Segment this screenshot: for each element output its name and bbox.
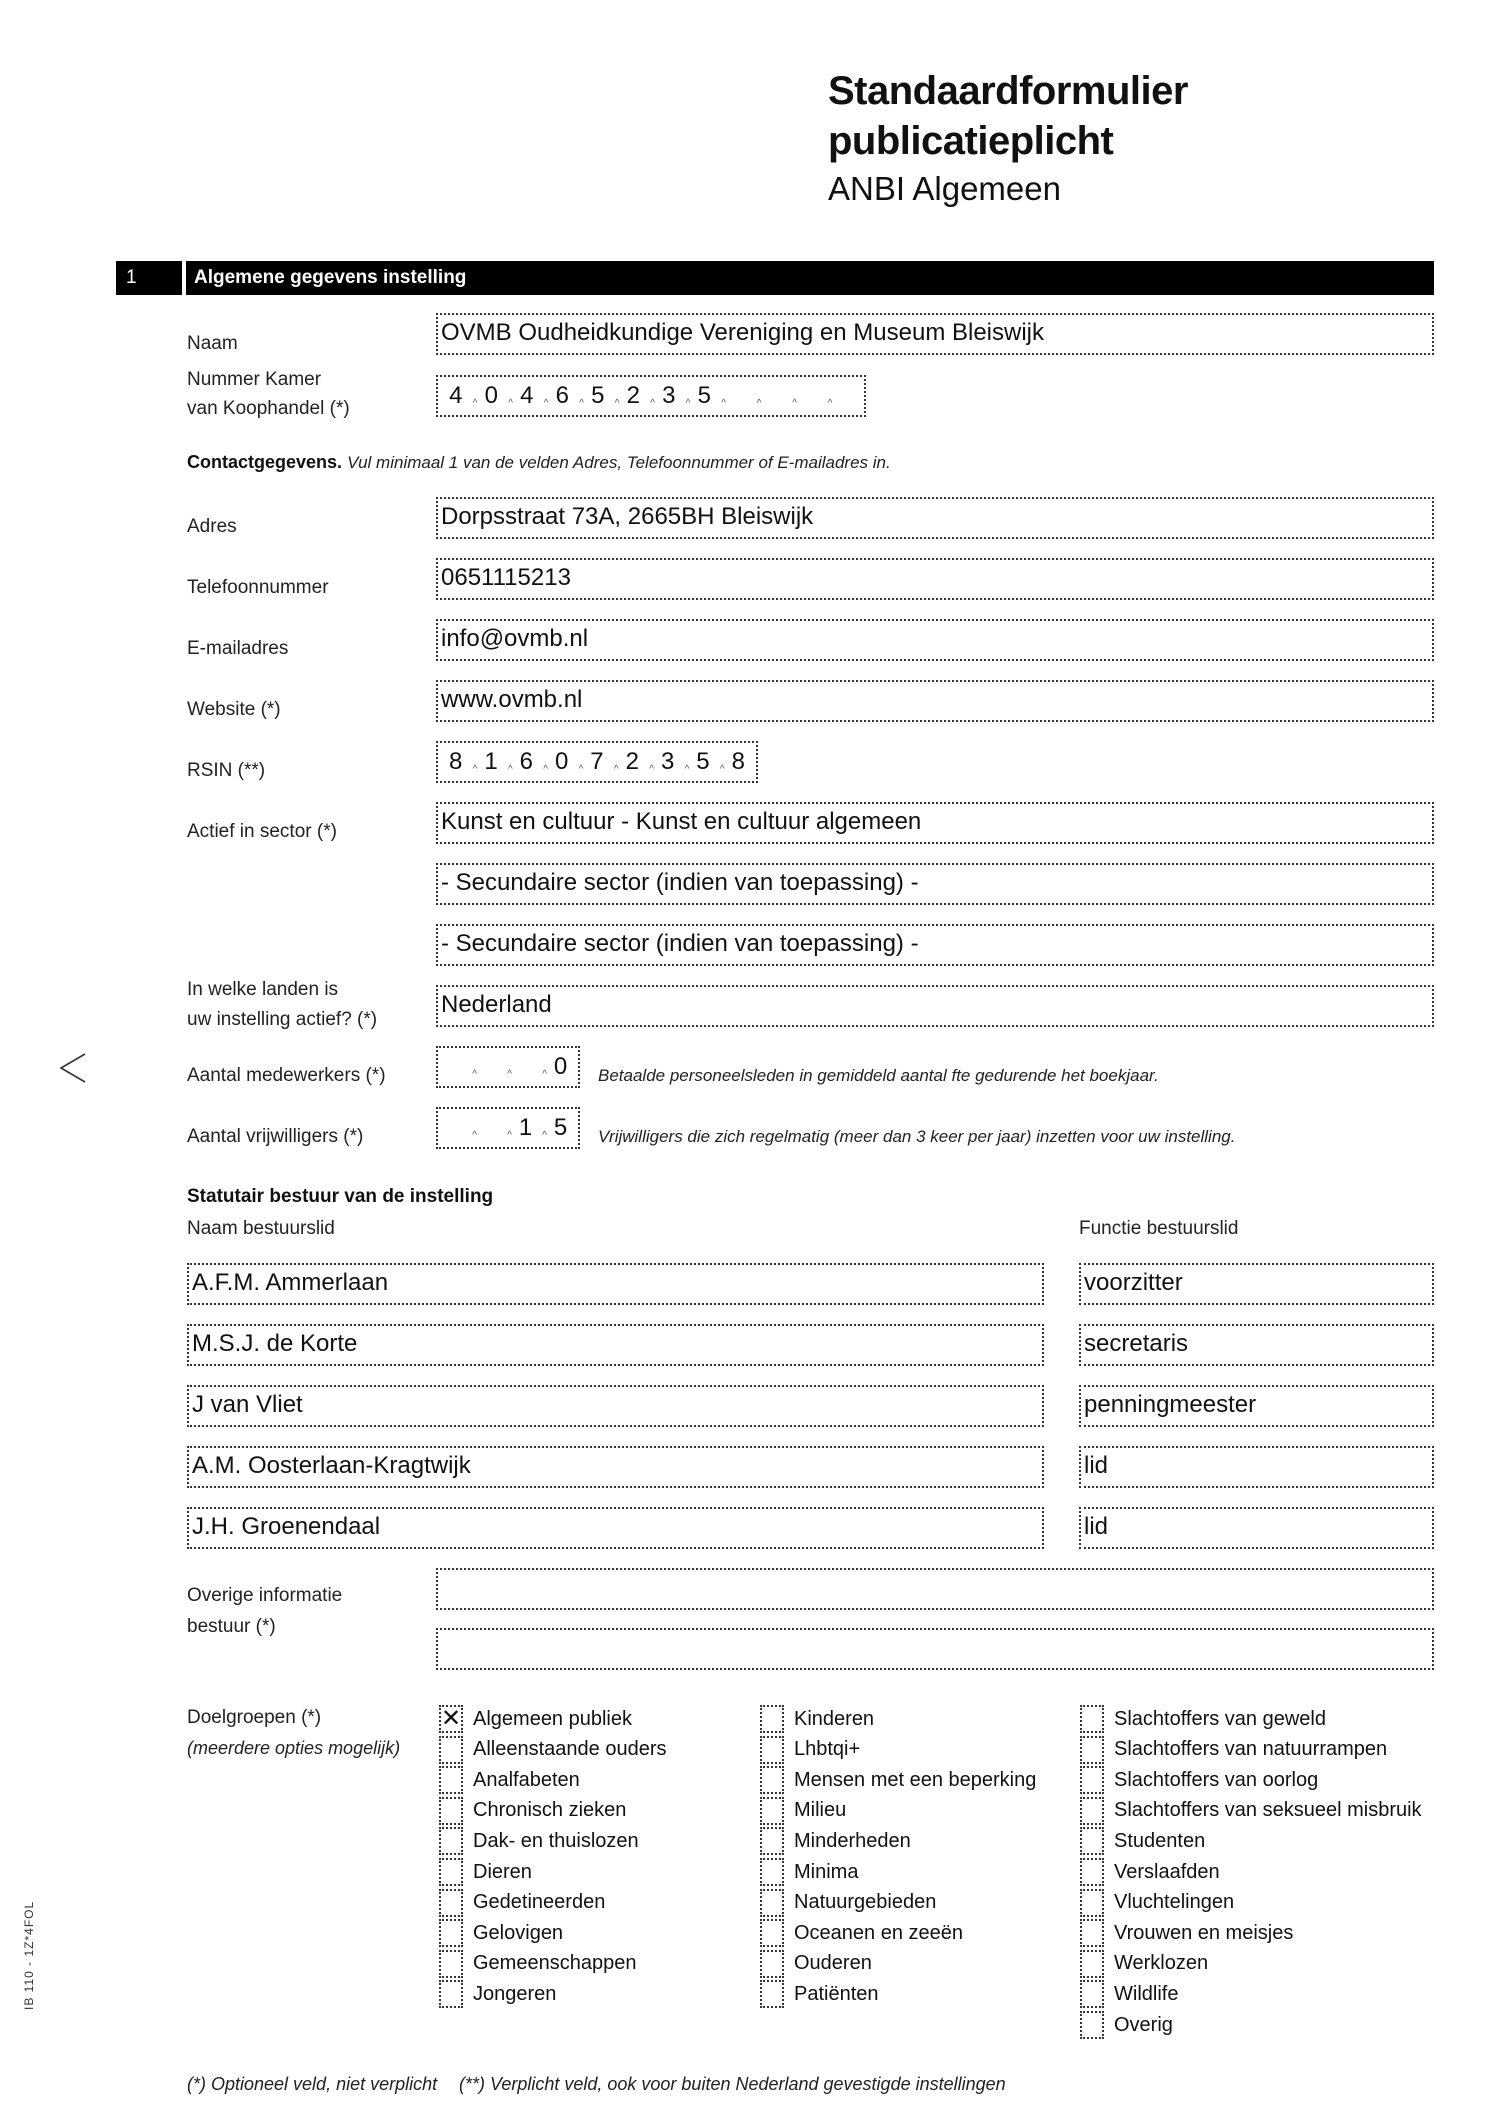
bestuurslid-name-field[interactable]: A.M. Oosterlaan-Kragtwijk [187,1446,1044,1488]
doelgroep-option[interactable] [760,1888,936,1918]
checkbox[interactable] [760,1766,784,1794]
form-title: Standaardformulier [828,69,1188,113]
doelgroep-option[interactable] [439,1979,556,2009]
email-label: E-mailadres [187,638,289,659]
doelgroep-label: Patiënten [794,1982,879,2005]
rsin-digit: 0 ^ [544,743,579,781]
bestuurslid-name-field[interactable]: M.S.J. de Korte [187,1324,1044,1366]
section-divider [182,261,186,295]
vrijwilligers-digit [438,1109,473,1147]
form-title-line2: publicatieplicht [828,119,1114,163]
checkbox[interactable] [760,1919,784,1947]
doelgroep-label: Slachtoffers van geweld [1114,1707,1326,1730]
doelgroepen-sublabel: (meerdere opties mogelijk) [187,1738,401,1758]
doelgroep-option[interactable] [760,1704,874,1734]
naam-label: Naam [187,333,238,354]
contact-instructions [187,452,891,473]
contact-heading: Contactgegevens. [187,452,343,472]
kvk-digit: 4 ^ [509,377,545,415]
contact-note: Vul minimaal 1 van de velden Adres, Telefoonnummer of E-mailadres in. [347,453,891,472]
doelgroep-option[interactable] [760,1857,858,1887]
doelgroep-label: Analfabeten [473,1768,580,1791]
section-number: 1 [126,267,137,288]
checkbox[interactable] [1080,1889,1104,1917]
doelgroep-option[interactable] [1080,1979,1178,2009]
doelgroep-option[interactable] [439,1888,605,1918]
kvk-digit: 5 ^ [580,377,616,415]
doelgroep-option[interactable] [439,1918,563,1948]
doelgroep-option[interactable] [1080,1704,1326,1734]
doelgroep-option[interactable] [1080,1949,1208,1979]
doelgroep-label: Gelovigen [473,1921,564,1944]
kvk-label-line1: Nummer Kamer [187,369,322,390]
bestuur-heading: Statutair bestuur van de instelling [187,1186,494,1207]
bestuurslid-function-field[interactable]: penningmeester [1079,1385,1434,1427]
checkbox[interactable] [1080,2011,1104,2039]
section-header-bar [116,261,1434,295]
website-field[interactable]: www.ovmb.nl [436,680,1434,722]
checkbox[interactable] [1080,1736,1104,1764]
adres-label: Adres [187,516,237,537]
kvk-digit: 6 ^ [545,377,581,415]
form-code: IB 110 - 1Z*4FOL [22,1900,36,2010]
rsin-field[interactable] [436,741,758,783]
doelgroep-label: Studenten [1114,1829,1206,1852]
medewerkers-digit: 0 [553,1053,568,1080]
kvk-digit: 0 ^ [474,377,510,415]
vrijwilligers-digit: 5 [553,1114,568,1141]
doelgroep-option[interactable] [1080,1888,1234,1918]
doelgroep-label: Mensen met een beperking [794,1768,1037,1791]
doelgroep-option[interactable] [1080,1765,1318,1795]
medewerkers-field[interactable] [436,1046,580,1088]
doelgroep-label: Chronisch zieken [473,1799,627,1822]
vrijwilligers-digit [473,1109,508,1147]
doelgroep-label: Slachtoffers van seksueel misbruik [1114,1799,1422,1822]
doelgroep-option[interactable] [439,1796,626,1826]
kvk-digit: 3 ^ [651,377,687,415]
checkbox[interactable] [439,1980,463,2008]
rsin-digit: 5 ^ [685,743,720,781]
doelgroep-label: Dak- en thuislozen [473,1829,639,1852]
doelgroep-label: Gedetineerden [473,1891,606,1914]
naam-field[interactable]: OVMB Oudheidkundige Vereniging en Museum Bleiswijk [436,313,1434,355]
kvk-number-field[interactable] [436,375,866,417]
doelgroep-option[interactable] [760,1735,860,1765]
kvk-digit [829,377,865,415]
doelgroep-label: Alleenstaande ouders [473,1738,667,1761]
doelgroep-option[interactable] [439,1765,580,1795]
rsin-digit: 1 ^ [473,743,508,781]
checkbox[interactable] [1080,1827,1104,1855]
checkbox[interactable] [439,1827,463,1855]
checkbox[interactable] [1080,1797,1104,1825]
checkbox[interactable] [760,1980,784,2008]
bestuur-name-column-header: Naam bestuurslid [187,1218,335,1239]
doelgroep-label: Vluchtelingen [1114,1891,1235,1914]
checkbox[interactable] [439,1950,463,1978]
overige-label-line1: Overige informatie [187,1585,343,1606]
email-field[interactable]: info@ovmb.nl [436,619,1434,661]
doelgroep-option[interactable] [1080,2010,1173,2040]
checkbox[interactable] [439,1766,463,1794]
form-subtitle: ANBI Algemeen [828,170,1061,207]
rsin-digit: 8 ^ [438,743,473,781]
doelgroep-label: Minima [794,1860,859,1883]
bestuurslid-name-field[interactable]: A.F.M. Ammerlaan [187,1263,1044,1305]
bestuurslid-function-field[interactable]: lid [1079,1446,1434,1488]
rsin-label: RSIN (**) [187,760,266,781]
doelgroep-label: Vrouwen en meisjes [1114,1921,1294,1944]
doelgroep-option[interactable] [439,1704,632,1734]
footer-note-required: (**) Verplicht veld, ook voor buiten Nederland gevestigde instellingen [459,2074,1006,2094]
overige-info-field-1[interactable] [436,1568,1434,1610]
rsin-digit: 8 [731,748,745,775]
website-label: Website (*) [187,699,281,720]
doelgroep-label: Algemeen publiek [473,1707,632,1730]
checkbox[interactable] [1080,1858,1104,1886]
checkbox[interactable] [439,1889,463,1917]
telefoon-field[interactable]: 0651115213 [436,558,1434,600]
doelgroep-label: Werklozen [1114,1952,1209,1975]
doelgroep-option[interactable] [439,1735,666,1765]
sector-secondary1-select[interactable]: - Secundaire sector (indien van toepassing) - [436,863,1434,905]
checkbox[interactable]: ✕ [441,1705,462,1732]
doelgroep-label: Minderheden [794,1829,911,1852]
doelgroep-label: Verslaafden [1114,1860,1220,1883]
checkbox[interactable] [760,1705,784,1733]
doelgroep-option[interactable] [1080,1735,1387,1765]
footer-note-optional: (*) Optioneel veld, niet verplicht [187,2074,438,2094]
kvk-digit: 2 ^ [616,377,652,415]
doelgroep-option[interactable] [760,1979,879,2009]
medewerkers-label: Aantal medewerkers (*) [187,1065,386,1086]
doelgroep-label: Jongeren [473,1982,557,2005]
doelgroep-option[interactable] [1080,1857,1220,1887]
checkbox[interactable] [439,1797,463,1825]
doelgroepen-label: Doelgroepen (*) [187,1707,322,1728]
landen-label-line1: In welke landen is [187,979,339,1000]
doelgroep-option[interactable] [439,1857,532,1887]
bestuurslid-function-field[interactable]: lid [1079,1507,1434,1549]
overige-info-field-2[interactable] [436,1628,1434,1670]
vrijwilligers-field[interactable] [436,1107,580,1149]
checkbox[interactable] [760,1827,784,1855]
kvk-digit: 4 ^ [438,377,474,415]
doelgroep-option[interactable] [1080,1826,1205,1856]
doelgroep-label: Lhbtqi+ [794,1738,861,1761]
checkbox[interactable] [760,1889,784,1917]
checkbox[interactable] [760,1950,784,1978]
chevron-left-icon[interactable] [58,1052,88,1084]
adres-field[interactable]: Dorpsstraat 73A, 2665BH Bleiswijk [436,497,1434,539]
section-title: Algemene gegevens instelling [194,267,467,288]
medewerkers-note: Betaalde personeelsleden in gemiddeld aantal fte gedurende het boekjaar. [598,1066,1159,1085]
checkbox[interactable] [1080,1705,1104,1733]
landen-field[interactable]: Nederland [436,985,1434,1027]
checkbox[interactable] [1080,1950,1104,1978]
kvk-digit [758,377,794,415]
medewerkers-digit [508,1048,543,1086]
kvk-digit [793,377,829,415]
doelgroep-option[interactable] [439,1826,639,1856]
bestuur-function-column-header: Functie bestuurslid [1079,1218,1239,1239]
bestuurslid-function-field[interactable]: voorzitter [1079,1263,1434,1305]
vrijwilligers-note: Vrijwilligers die zich regelmatig (meer dan 3 keer per jaar) inzetten voor uw instelling. [598,1127,1236,1146]
doelgroep-label: Dieren [473,1860,532,1883]
doelgroep-option[interactable] [760,1826,911,1856]
doelgroep-option[interactable] [439,1949,636,1979]
doelgroep-option[interactable] [760,1796,846,1826]
checkbox[interactable] [1080,1980,1104,2008]
checkbox[interactable] [760,1736,784,1764]
checkbox[interactable] [1080,1766,1104,1794]
rsin-digit: 7 ^ [579,743,614,781]
rsin-digit: 6 ^ [509,743,544,781]
bestuurslid-name-field[interactable]: J van Vliet [187,1385,1044,1427]
kvk-label-line2: van Koophandel (*) [187,398,350,419]
kvk-digit [722,377,758,415]
bestuurslid-function-field[interactable]: secretaris [1079,1324,1434,1366]
doelgroep-label: Ouderen [794,1952,872,1975]
rsin-digit: 2 ^ [615,743,650,781]
landen-label-line2: uw instelling actief? (*) [187,1009,378,1030]
sector-primary-select[interactable]: Kunst en cultuur - Kunst en cultuur algemeen [436,802,1434,844]
doelgroep-label: Wildlife [1114,1982,1179,2005]
rsin-digit: 3 ^ [650,743,685,781]
bestuurslid-name-field[interactable]: J.H. Groenendaal [187,1507,1044,1549]
doelgroep-label: Oceanen en zeeën [794,1921,964,1944]
checkbox[interactable] [760,1797,784,1825]
telefoon-label: Telefoonnummer [187,577,329,598]
checkbox[interactable] [760,1858,784,1886]
checkbox[interactable] [439,1858,463,1886]
doelgroep-option[interactable] [1080,1796,1422,1826]
doelgroep-label: Gemeenschappen [473,1952,637,1975]
medewerkers-digit [473,1048,508,1086]
vrijwilligers-label: Aantal vrijwilligers (*) [187,1126,364,1147]
sector-secondary2-select[interactable]: - Secundaire sector (indien van toepassing) - [436,924,1434,966]
vrijwilligers-digit: 1 ^ [508,1109,543,1147]
checkbox[interactable] [439,1736,463,1764]
doelgroep-label: Overig [1114,2013,1173,2036]
doelgroep-label: Slachtoffers van oorlog [1114,1768,1319,1791]
doelgroep-label: Natuurgebieden [794,1891,937,1914]
doelgroep-label: Slachtoffers van natuurrampen [1114,1738,1388,1761]
kvk-digit: 5 ^ [687,377,723,415]
doelgroep-label: Milieu [794,1799,847,1822]
doelgroep-label: Kinderen [794,1707,875,1730]
doelgroep-option[interactable] [1080,1918,1293,1948]
sector-label: Actief in sector (*) [187,821,337,842]
doelgroep-option[interactable] [760,1765,1036,1795]
overige-label-line2: bestuur (*) [187,1616,276,1637]
medewerkers-digit [438,1048,473,1086]
checkbox[interactable] [439,1919,463,1947]
checkbox[interactable] [1080,1919,1104,1947]
doelgroep-option[interactable] [760,1949,872,1979]
doelgroep-option[interactable] [760,1918,963,1948]
